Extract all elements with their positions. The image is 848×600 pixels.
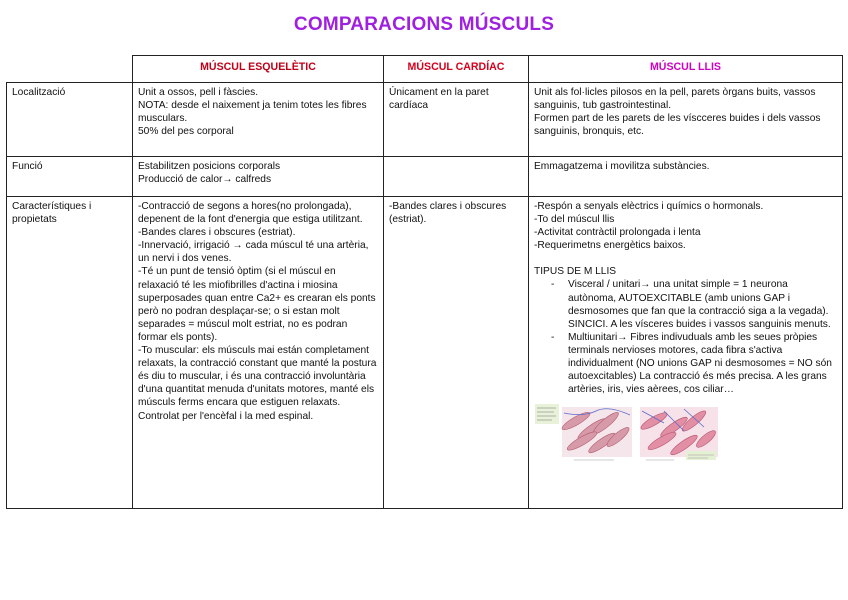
row-label-caracteristiques: Característiques i propietats — [7, 197, 133, 509]
smooth-muscle-illustration — [534, 401, 720, 463]
cell-caracteristiques-cardiac: -Bandes clares i obscures (estriat). — [384, 197, 529, 509]
header-esqueletic: MÚSCUL ESQUELÈTIC — [133, 56, 384, 83]
row-label-localitzacio: Localització — [7, 83, 133, 157]
cell-localitzacio-llis: Unit als fol·licles pilosos en la pell, parets òrgans buits, vassos sanguinis, tub gastrointestinal. Formen part de les parets de les víscceres buides i dels vassos sanguinis, bronquis, etc. — [529, 83, 843, 157]
corner-cell — [7, 56, 133, 83]
header-cardiac: MÚSCUL CARDÍAC — [384, 56, 529, 83]
cell-funcio-cardiac — [384, 157, 529, 197]
tipus-title: TIPUS DE M LLIS — [534, 266, 617, 278]
list-item: - Multiunitari→ Fibres indivuduals amb les seues pròpies terminals nervioses motores, cada fibra s'activa individualment (NO unions GAP ni desmosomes = NO són autoexcitables) La contracció és més precisa. A les grans artèries, iris, vies aèrees, cos ciliar… — [551, 331, 832, 396]
list-item: - Visceral / unitari→ una unitat simple = 1 neurona autònoma, AUTOEXCITABLE (amb unions GAP i desmosomes que fan que la contracció siga a la vegada). SINCICI. A les vísceres buides i vassos sanguinis menuts. — [551, 279, 831, 330]
comparison-table — [6, 55, 843, 509]
page-title: COMPARACIONS MÚSCULS — [293, 14, 555, 35]
header-row — [7, 56, 843, 83]
header-llis: MÚSCUL LLIS — [529, 56, 843, 83]
cell-funcio-llis: Emmagatzema i movilitza substàncies. — [529, 157, 843, 197]
row-label-funcio: Funció — [7, 157, 133, 197]
cell-funcio-esqueletic: Estabilitzen posicions corporals Producció de calor→ calfreds — [133, 157, 384, 197]
cell-caracteristiques-llis: -Respón a senyals elèctrics i químics o hormonals. -To del múscul llis -Activitat contràctil prolongada i lenta -Requerimetns energètics baixos. TIPUS DE M LLIS - Visceral / unitari→ una unitat simple = 1 neurona autònoma, AUTOEXCITABLE (amb unions GAP i desmosomes que fan que la contracció siga a la vegada). SINCICI. A les vísceres buides i vassos sanguinis menuts. - Multiunitari→ Fibres indivuduals amb les seues pròpies terminals nervioses motores, cada fibra s'activa individualment (NO unions GAP ni desmosomes = NO són autoexcitables) La contracció és més precisa. A les grans artèries, iris, vies aèrees, cos ciliar… — [529, 197, 843, 509]
row-localitzacio — [7, 83, 843, 157]
cell-localitzacio-esqueletic: Unit a ossos, pell i fàscies. NOTA: desde el naixement ja tenim totes les fibres musculars. 50% del pes corporal — [133, 83, 384, 157]
smooth-muscle-figure-icon — [534, 401, 720, 463]
tipus-list — [534, 278, 837, 396]
cell-localitzacio-cardiac: Únicament en la paret cardíaca — [384, 83, 529, 157]
cell-caracteristiques-esqueletic: -Contracció de segons a hores(no prolongada), depenent de la font d'energia que estiga utilitzant. -Bandes clares i obscures (estriat). -Innervació, irrigació → cada múscul té una artèria, un nervi i dos venes. -Té un punt de tensió òptim (si el múscul en relaxació té les miofibrilles d'actina i miosina superposades quan entre Ca2+ es crearan els ponts però no podran desplaçar-se; o si estan molt separades = múscul molt estriat, no es podran formar els ponts). -To muscular: els músculs mai están completament relaxats, la contracció constant que manté la postura és diu to muscular, i és una contracció involuntària d'una quantitat menuda d'unitats motores, manté els músculs ferms encara que estiguen relaxats. Controlat per l'encèfal i la med espinal. — [133, 197, 384, 509]
row-caracteristiques — [7, 197, 843, 509]
row-funcio — [7, 157, 843, 197]
